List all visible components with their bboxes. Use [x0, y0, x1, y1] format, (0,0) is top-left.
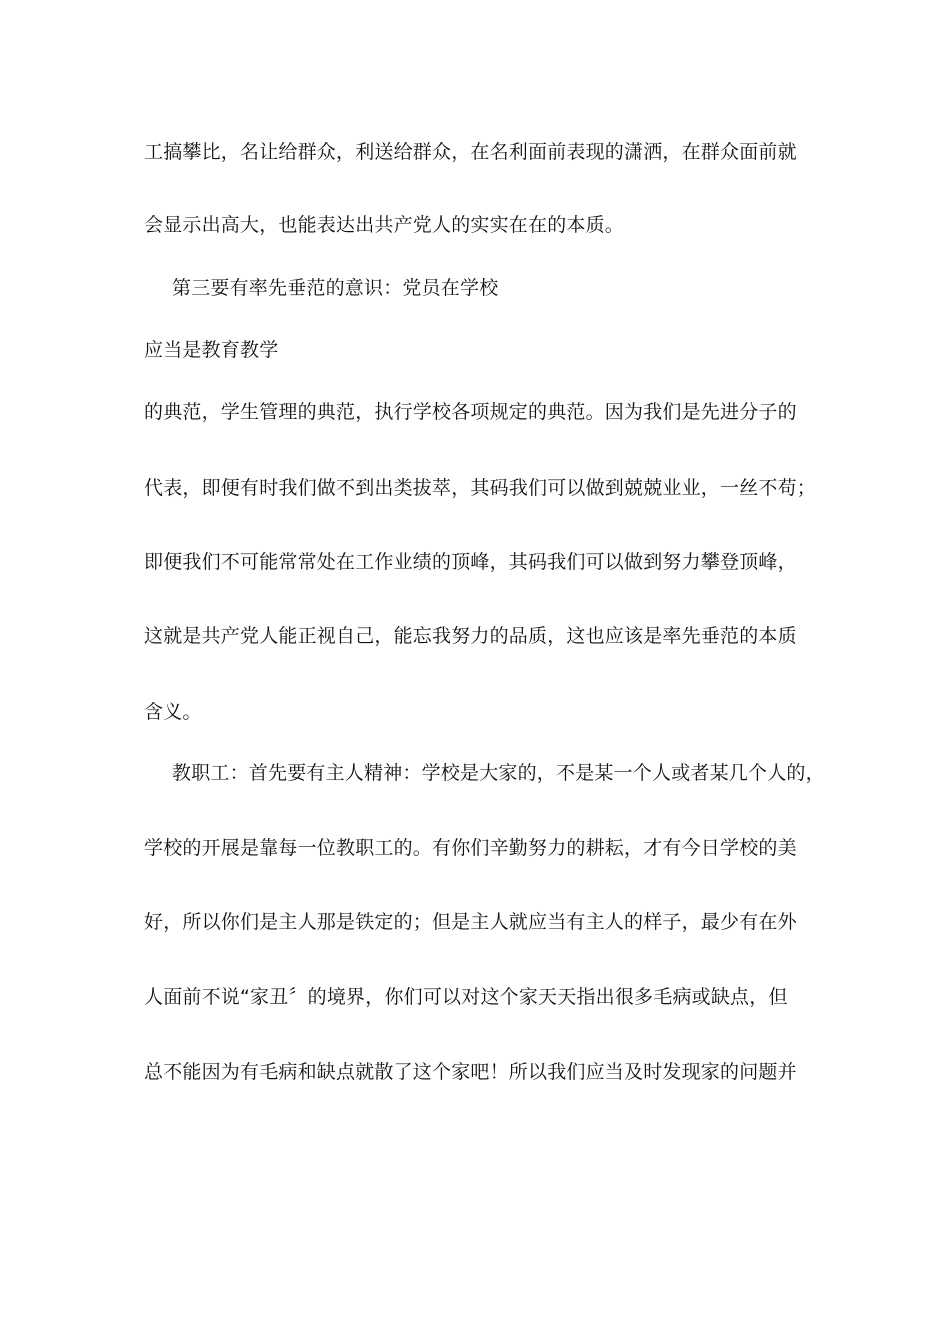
paragraph-line-3: 第三要有率先垂范的意识：党员在学校 — [172, 277, 499, 299]
paragraph-line-7: 即便我们不可能常常处在工作业绩的顶峰，其码我们可以做到努力攀登顶峰， — [144, 551, 797, 573]
paragraph-line-12: 好，所以你们是主人那是铁定的；但是主人就应当有主人的样子，最少有在外 — [144, 911, 797, 933]
paragraph-line-2: 会显示出高大，也能表达出共产党人的实实在在的本质。 — [144, 214, 625, 236]
paragraph-line-10: 教职工：首先要有主人精神：学校是大家的，不是某一个人或者某几个人的， — [172, 762, 825, 784]
paragraph-line-9: 含义。 — [144, 701, 202, 723]
paragraph-line-6: 代表，即便有时我们做不到出类拔萃，其码我们可以做到兢兢业业，一丝不苟； — [144, 477, 817, 499]
paragraph-line-1: 工搞攀比，名让给群众，利送给群众，在名利面前表现的潇洒，在群众面前就 — [144, 141, 797, 163]
paragraph-line-8: 这就是共产党人能正视自己，能忘我努力的品质，这也应该是率先垂范的本质 — [144, 625, 797, 647]
paragraph-line-11: 学校的开展是靠每一位教职工的。有你们辛勤努力的耕耘，才有今日学校的美 — [144, 837, 797, 859]
paragraph-line-5: 的典范，学生管理的典范，执行学校各项规定的典范。因为我们是先进分子的 — [144, 401, 797, 423]
paragraph-line-13: 人面前不说“家丑〞的境界，你们可以对这个家天天指出很多毛病或缺点，但 — [144, 986, 788, 1008]
paragraph-line-4: 应当是教育教学 — [144, 339, 279, 361]
paragraph-line-14: 总不能因为有毛病和缺点就散了这个家吧！所以我们应当及时发现家的问题并 — [144, 1061, 797, 1083]
